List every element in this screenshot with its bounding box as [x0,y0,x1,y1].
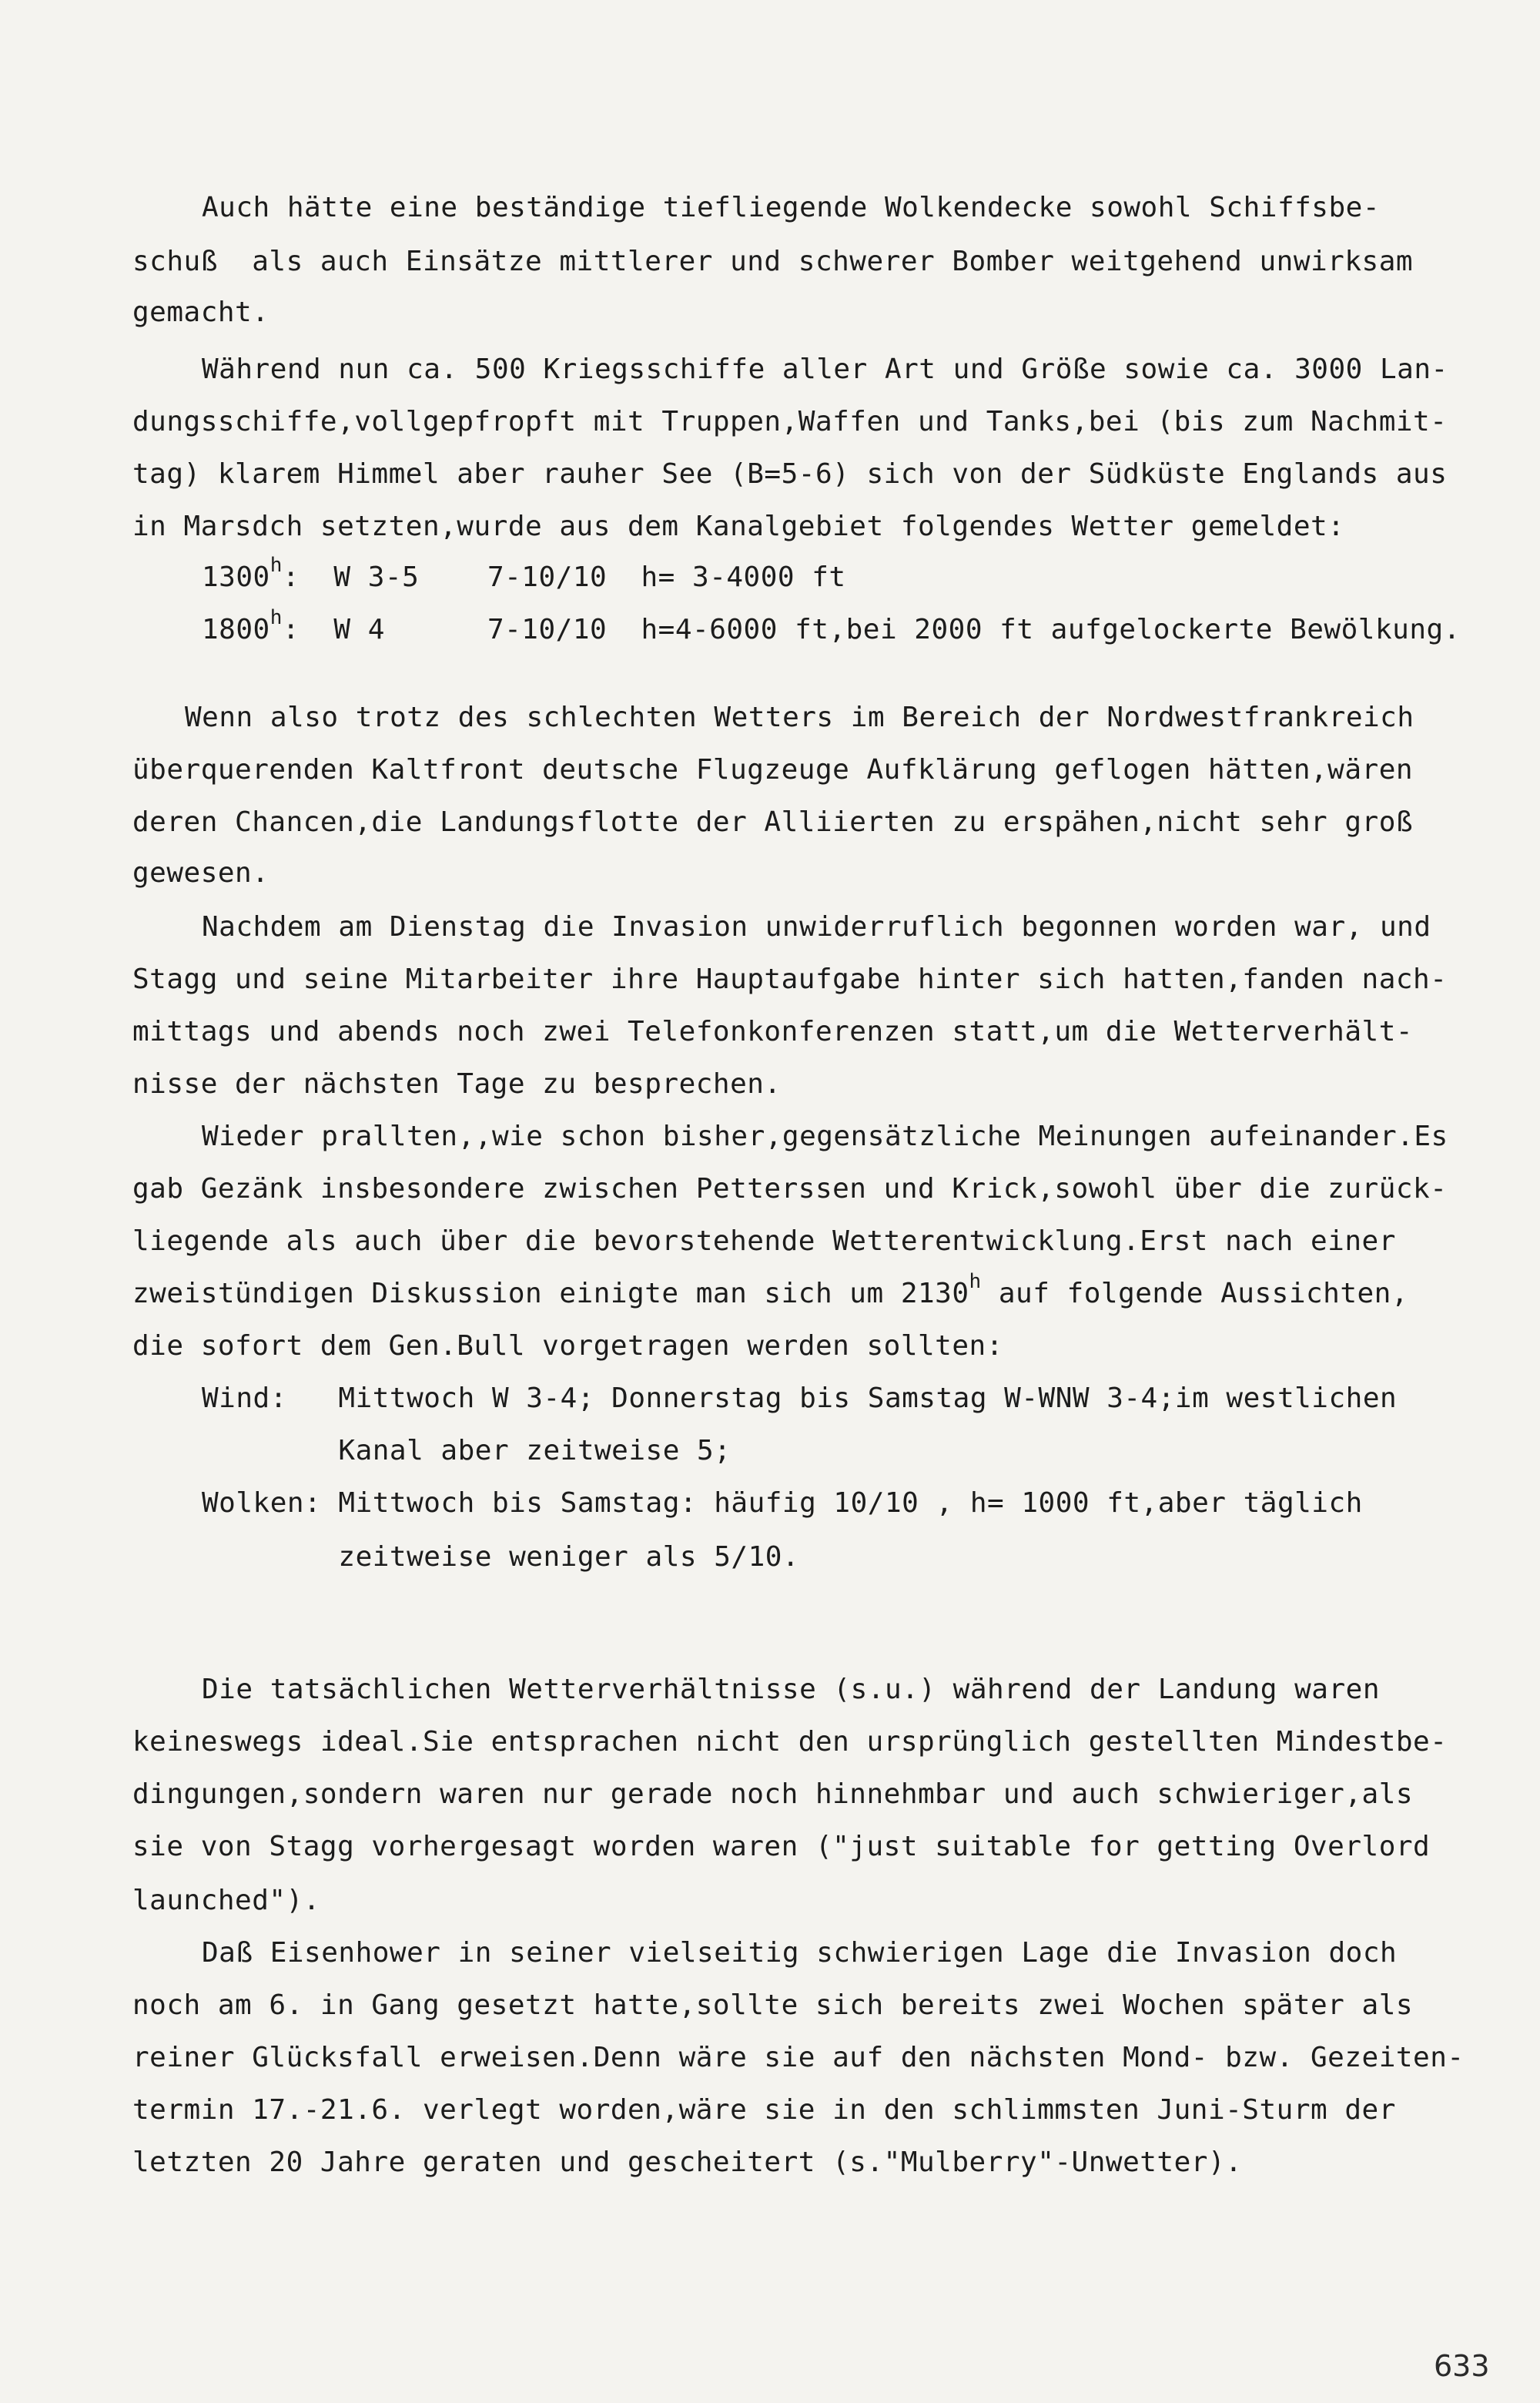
text-line: Während nun ca. 500 Kriegsschiffe aller Art und Größe sowie ca. 3000 Lan- [202,354,1448,385]
text-line: überquerenden Kaltfront deutsche Flugzeuge Aufklärung geflogen hätten,wären [132,754,1414,786]
text-line: liegende als auch über die bevorstehende Wetterentwicklung.Erst nach einer [132,1225,1396,1257]
text-line: dingungen,sondern waren nur gerade noch hinnehmbar und auch schwieriger,als [132,1778,1414,1810]
text-line: Daß Eisenhower in seiner vielseitig schwierigen Lage die Invasion doch [202,1937,1398,1969]
text-line: in Marsdch setzten,wurde aus dem Kanalgebiet folgendes Wetter gemeldet: [132,511,1345,542]
weather-report-line: 1300$^h$: W 3-5 7-10/10 h= 3-4000 ft [202,554,846,593]
text-line: dungsschiffe,vollgepfropft mit Truppen,Waffen und Tanks,bei (bis zum Nachmit- [132,406,1448,437]
text-line: schuß als auch Einsätze mittlerer und schwerer Bomber weitgehend unwirksam [132,246,1414,277]
text-line: reiner Glücksfall erweisen.Denn wäre sie auf den nächsten Mond- bzw. Gezeiten- [132,2042,1465,2073]
text-line: Wenn also trotz des schlechten Wetters im Bereich der Nordwestfrankreich [185,702,1414,733]
page-number: 633 [1434,2349,1490,2383]
text-line: Auch hätte eine beständige tiefliegende Wolkendecke sowohl Schiffsbe- [202,192,1380,223]
forecast-wind-line: Wind: Mittwoch W 3-4; Donnerstag bis Samstag W-WNW 3-4;im westlichen [202,1382,1398,1414]
text-line: launched"). [132,1885,320,1916]
text-line: noch am 6. in Gang gesetzt hatte,sollte sich bereits zwei Wochen später als [132,1989,1414,2021]
text-line: gewesen. [132,857,270,889]
text-line: sie von Stagg vorhergesagt worden waren ("just suitable for getting Overlord [132,1831,1431,1862]
weather-report-line: 1800$^h$: W 4 7-10/10 h=4-6000 ft,bei 2000 ft aufgelockerte Bewölkung. [202,606,1461,645]
forecast-clouds-line: zeitweise weniger als 5/10. [202,1541,800,1573]
text-line: Stagg und seine Mitarbeiter ihre Hauptaufgabe hinter sich hatten,fanden nach- [132,964,1448,995]
text-line: Nachdem am Dienstag die Invasion unwiderruflich begonnen worden war, und [202,911,1431,943]
text-line: tag) klarem Himmel aber rauher See (B=5-6) sich von der Südküste Englands aus [132,458,1448,490]
text-line: keineswegs ideal.Sie entsprachen nicht den ursprünglich gestellten Mindestbe- [132,1726,1448,1758]
text-line: Wieder prallten,,wie schon bisher,gegensätzliche Meinungen aufeinander.Es [202,1121,1448,1152]
text-line: gab Gezänk insbesondere zwischen Petterssen und Krick,sowohl über die zurück- [132,1173,1448,1205]
forecast-clouds-line: Wolken: Mittwoch bis Samstag: häufig 10/10 , h= 1000 ft,aber täglich [202,1487,1363,1519]
text-line: mittags und abends noch zwei Telefonkonferenzen statt,um die Wetterverhält- [132,1016,1414,1047]
text-line: gemacht. [132,297,270,328]
text-line: nisse der nächsten Tage zu besprechen. [132,1068,782,1100]
text-line: deren Chancen,die Landungsflotte der Alliierten zu erspähen,nicht sehr groß [132,806,1414,838]
forecast-wind-line: Kanal aber zeitweise 5; [202,1435,732,1466]
text-line: letzten 20 Jahre geraten und gescheitert (s."Mulberry"-Unwetter). [132,2147,1243,2178]
text-line: zweistündigen Diskussion einigte man sich um 2130$^h$ auf folgende Aussichten, [132,1270,1409,1309]
text-line: termin 17.-21.6. verlegt worden,wäre sie in den schlimmsten Juni-Sturm der [132,2094,1396,2126]
text-line: Die tatsächlichen Wetterverhältnisse (s.u.) während der Landung waren [202,1674,1380,1705]
text-line: die sofort dem Gen.Bull vorgetragen werden sollten: [132,1330,1003,1362]
